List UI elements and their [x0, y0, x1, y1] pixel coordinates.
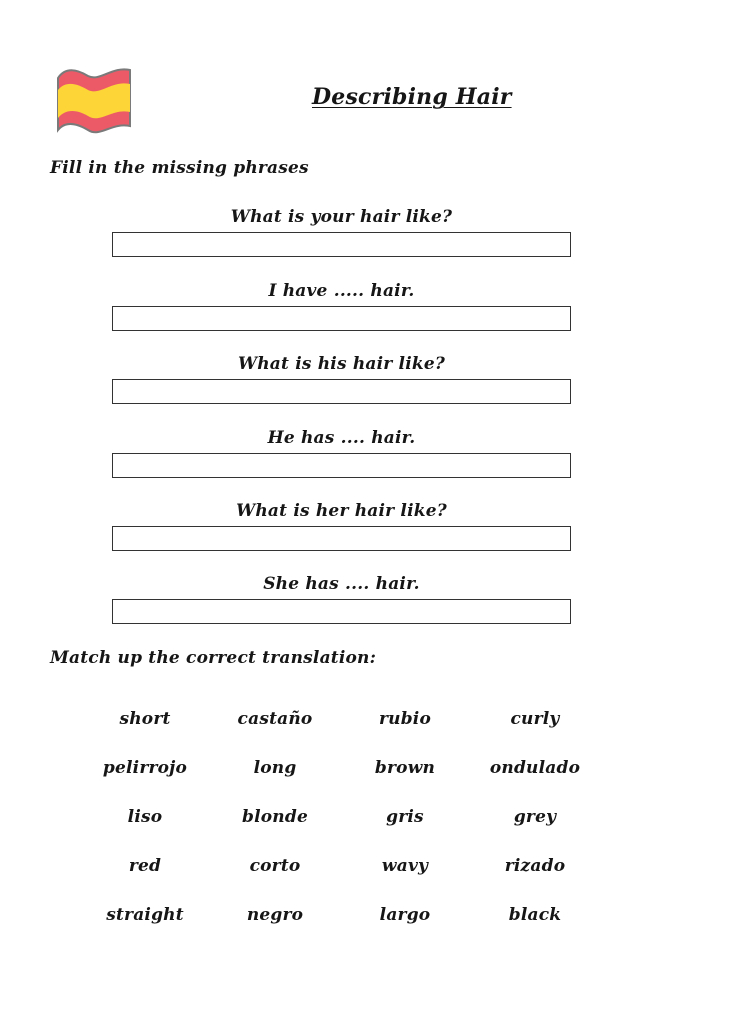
word-item[interactable]: red: [128, 855, 162, 876]
word-item[interactable]: gris: [386, 806, 424, 827]
answer-field[interactable]: [112, 232, 571, 257]
question-prompt: What is her hair like?: [236, 501, 447, 521]
word-row: [80, 792, 610, 841]
question-prompt: I have ..... hair.: [268, 281, 415, 301]
word-item[interactable]: corto: [249, 855, 301, 876]
word-row: [80, 890, 610, 939]
word-item[interactable]: largo: [379, 904, 431, 925]
word-item[interactable]: negro: [246, 904, 304, 925]
word-item[interactable]: grey: [513, 806, 557, 827]
word-row: [80, 743, 610, 792]
word-item[interactable]: rizado: [504, 855, 566, 876]
word-item[interactable]: brown: [374, 757, 436, 778]
question-block: [112, 206, 571, 257]
word-item[interactable]: ondulado: [489, 757, 581, 778]
word-item[interactable]: long: [253, 757, 297, 778]
answer-field[interactable]: [112, 306, 571, 331]
worksheet-title: Describing Hair: [312, 84, 512, 110]
word-item[interactable]: blonde: [242, 806, 308, 827]
question-block: [112, 500, 571, 551]
question-block: [112, 280, 571, 331]
word-item[interactable]: curly: [510, 708, 560, 729]
answer-field[interactable]: [112, 599, 571, 624]
question-prompt: He has .... hair.: [267, 428, 416, 448]
word-item[interactable]: pelirrojo: [102, 757, 188, 778]
word-item[interactable]: rubio: [379, 708, 431, 729]
answer-field[interactable]: [112, 453, 571, 478]
answer-field[interactable]: [112, 379, 571, 404]
fill-in-instruction: Fill in the missing phrases: [50, 158, 309, 178]
word-item[interactable]: straight: [106, 904, 184, 925]
question-block: [112, 573, 571, 624]
question-prompt: What is his hair like?: [237, 354, 446, 374]
question-prompt: What is your hair like?: [230, 207, 453, 227]
word-match-grid: [80, 694, 610, 939]
question-block: [112, 353, 571, 404]
spain-flag-icon: [54, 64, 134, 136]
word-item[interactable]: black: [508, 904, 562, 925]
word-row: [80, 694, 610, 743]
word-item[interactable]: liso: [127, 806, 163, 827]
question-prompt: She has .... hair.: [263, 574, 420, 594]
word-item[interactable]: short: [119, 708, 171, 729]
word-item[interactable]: wavy: [381, 855, 429, 876]
word-row: [80, 841, 610, 890]
answer-field[interactable]: [112, 526, 571, 551]
word-item[interactable]: castaño: [237, 708, 313, 729]
question-block: [112, 427, 571, 478]
match-instruction: Match up the correct translation:: [50, 648, 377, 668]
